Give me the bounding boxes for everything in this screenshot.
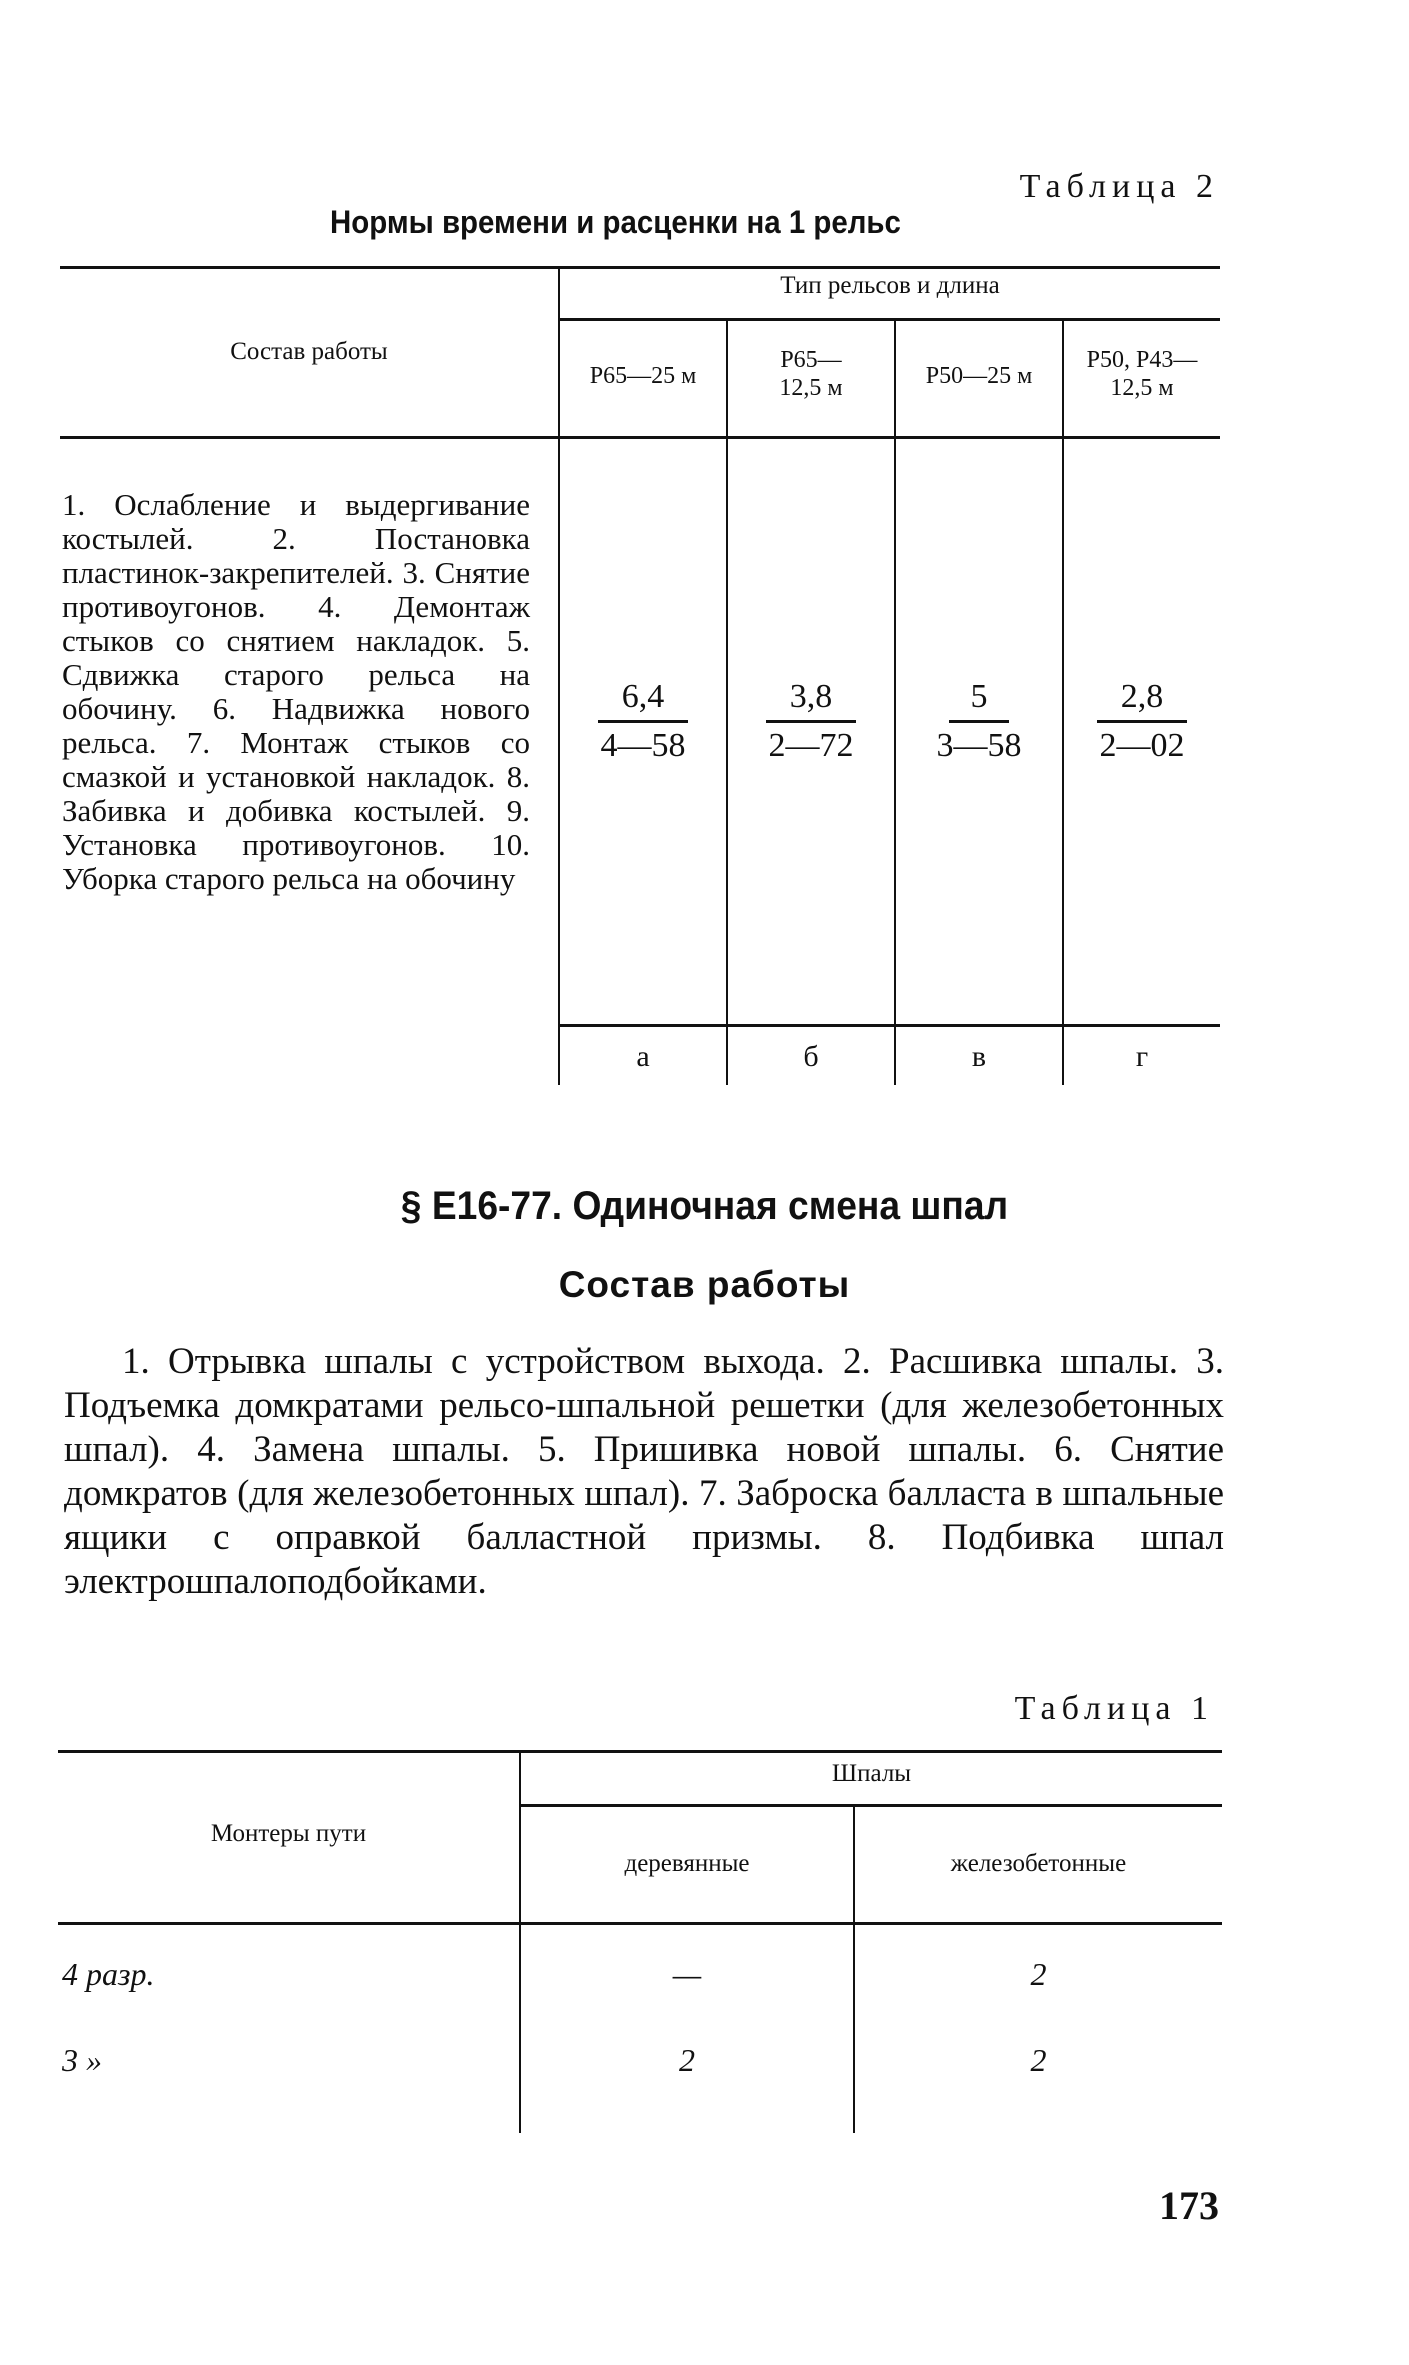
column-letter-a: а <box>636 1040 650 1073</box>
table2-work-description: 1. Ослабление и выдергивание костылей. 2. Постановка пластинок-закрепителей. 3. Снятие противоугонов. 4. Демонтаж стыков со снятием накладок. 5. Сдвижка старого рельса на обочину. 6. Надвижка нового рельса. 7. Монтаж стыков со смазкой и установкой накладок. 8. Забивка и добивка костылей. 9. Установка противоугонов. 10. Уборка старого рельса на обочину <box>62 487 530 896</box>
norm-value: 2,8 <box>1120 678 1164 715</box>
section-paragraph: 1. Отрывка шпалы с устройством выхода. 2. Расшивка шпалы. 3. Подъемка домкратами рельсо-шпальной решетки (для железобетонных шпал). 4. Замена шпалы. 5. Пришивка новой шпалы. 6. Снятие домкратов (для железобетонных шпал). 7. Заброска балласта в шпальные ящики с оправкой балластной призмы. 8. Подбивка шпал электрошпалоподбойками. <box>64 1341 1224 1602</box>
section-body-text <box>64 1340 1224 1604</box>
table1-group-header: Шпалы <box>831 1760 912 1787</box>
fraction-bar <box>949 720 1009 723</box>
norm-value: 3,8 <box>789 678 833 715</box>
table2-value-c <box>896 680 1062 763</box>
table2-letters-rule <box>560 1024 1220 1027</box>
page-number: 173 <box>1159 2183 1219 2228</box>
table2-group-header: Тип рельсов и длина <box>780 272 1000 299</box>
price-value: 2—02 <box>1099 727 1185 764</box>
table1-group-rule <box>521 1804 1222 1807</box>
table1-sub-header-concrete: железобетонные <box>950 1850 1127 1877</box>
table1-grade-header: Монтеры пути <box>210 1820 367 1847</box>
table1-sub-header-wooden: деревянные <box>624 1850 750 1877</box>
table1-header-bottom-rule <box>58 1922 1222 1925</box>
norm-value: 5 <box>970 678 988 715</box>
table2-value-d <box>1064 680 1220 763</box>
column-letter-d: г <box>1135 1040 1149 1073</box>
price-value: 4—58 <box>600 727 686 764</box>
table2-header-bottom-rule <box>60 436 1220 439</box>
column-letter-c: в <box>971 1040 987 1073</box>
rail-type-header-a: Р65—25 м <box>589 363 697 389</box>
norm-value: 6,4 <box>621 678 665 715</box>
table1-row-concrete: 2 <box>1030 2042 1047 2078</box>
rail-type-header-d: Р50, Р43— 12,5 м <box>1086 347 1198 401</box>
price-value: 3—58 <box>936 727 1022 764</box>
section-title: § Е16-77. Одиночная смена шпал <box>400 1184 1009 1228</box>
table2-top-rule <box>60 266 1220 269</box>
table1-top-rule <box>58 1750 1222 1753</box>
fraction-bar <box>1097 720 1187 723</box>
table1-label: Таблица 1 <box>1014 1690 1214 1727</box>
price-value: 2—72 <box>768 727 854 764</box>
table2-value-a <box>560 680 726 763</box>
table2-group-rule <box>560 318 1220 321</box>
table2-value-b <box>728 680 894 763</box>
rail-type-header-c: Р50—25 м <box>925 363 1033 389</box>
fraction-bar <box>598 720 688 723</box>
fraction-bar <box>766 720 856 723</box>
table2-title: Нормы времени и расценки на 1 рельс <box>330 204 901 240</box>
rail-type-header-b: Р65— 12,5 м <box>779 347 843 401</box>
table1-row-wooden: — <box>672 1956 702 1992</box>
section-subtitle: Состав работы <box>558 1264 851 1305</box>
table2-work-header: Состав работы <box>230 338 388 365</box>
table2-label: Таблица 2 <box>1019 168 1219 205</box>
column-letter-b: б <box>803 1040 819 1073</box>
table1-row-grade: 4 разр. <box>62 1956 155 1992</box>
table1-row-grade: 3 » <box>62 2042 102 2078</box>
table1-row-wooden: 2 <box>679 2042 695 2078</box>
table1-row-concrete: 2 <box>1030 1956 1047 1992</box>
